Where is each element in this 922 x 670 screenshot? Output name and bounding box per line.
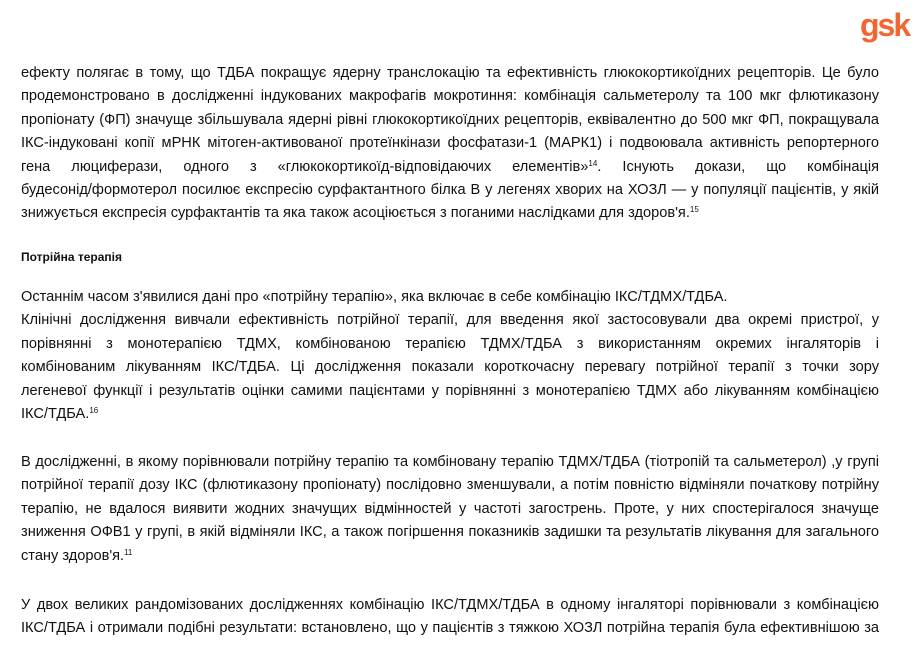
text-segment: гена люциферази, одного з «глюкокортикоїд-відповідаючих елементів» [21, 158, 589, 175]
text-line [21, 156, 879, 179]
text-line [21, 545, 879, 568]
gsk-logo [858, 2, 916, 48]
text-segment: знижується експресія сурфактантів та яка також асоціюється з поганими наслідками для здоров'я. [21, 205, 690, 222]
text-line: ІКС/ТДБА і отримали подібні результати: встановлено, що у пацієнтів з тяжкою ХОЗЛ потрійна терапія була ефективнішою за [21, 620, 879, 637]
gsk-logo-text: gsk [860, 7, 910, 43]
paragraph-glucocorticoid-receptors [21, 62, 879, 226]
text-line: легеневої функції і результатів оцінки самими пацієнтами у порівнянні з монотерапією ТДМХ або лікуванням комбінацією [21, 382, 879, 399]
text-line: Останнім часом з'явилися дані про «потрійну терапію», яка включає в себе комбінацію ІКС/ТДМХ/ТДБА. [21, 289, 728, 305]
text-line: продемонстровано в дослідженні індукованих макрофагів мокротиння: комбінація сальметеролу та 100 мкг флютиказону [21, 88, 879, 105]
text-segment: . Існують докази, що комбінація [597, 158, 879, 175]
text-segment: стану здоров'я. [21, 547, 125, 564]
text-line: терапію, не вдалося виявити жодних значущих відмінностей у частоті загострень. Проте, у них спостерігалося значуще [21, 500, 879, 517]
section-heading-triple-therapy: Потрійна терапія [21, 250, 122, 264]
text-line: порівнянні з монотерапією ТДМХ, комбінованою терапією ТДМХ/ТДБА з використанням окремих інгаляторів і [21, 335, 879, 352]
text-line: У двох великих рандомізованих дослідженнях комбінацію ІКС/ТДМХ/ТДБА в одному інгаляторі порівнювали з комбінацією [21, 597, 879, 613]
paragraph-single-inhaler-trials [21, 594, 879, 641]
text-line: ІКС-індуковані копії мРНК мітоген-активованої протеїнкінази фосфатази-1 (МАРК1) і подвоювала активність репортерного [21, 135, 879, 152]
text-line [21, 202, 879, 225]
paragraph-ics-withdrawal [21, 451, 879, 568]
text-line: пропіонату (ФП) значуще збільшувала ядерні рівні глюкокортикоїдних рецепторів, еквівалентно до 500 мкг ФП, покращувала [21, 111, 879, 128]
text-line: В дослідженні, в якому порівнювали потрійну терапію та комбіновану терапію ТДМХ/ТДБА (тіотропій та сальметерол) ,у групі [21, 454, 879, 470]
text-segment: ІКС/ТДБА. [21, 406, 90, 423]
text-line: будесонід/формотерол посилює експресію сурфактантного білка B у легенях хворих на ХОЗЛ — у популяції пацієнтів, у якій [21, 182, 879, 199]
reference-15: 15 [689, 205, 699, 215]
reference-11: 11 [124, 547, 133, 557]
paragraph-triple-therapy [21, 286, 879, 426]
text-line: комбінованим лікуванням ІКС/ТДБА. Ці дослідження показали короткочасну перевагу потрійної терапії з точки зору [21, 359, 879, 376]
text-line: зниження ОФВ1 у групі, в якій відміняли ІКС, а також погіршення показників задишки та результатів лікування для загального [21, 524, 879, 541]
text-line: потрійної терапії дозу ІКС (флютиказону пропіонату) послідовно зменшували, а потім повністю відміняли початкову потрійну [21, 477, 879, 494]
reference-14: 14 [588, 158, 598, 168]
text-line: ефекту полягає в тому, що ТДБА покращує ядерну транслокацію та ефективність глюкокортикоїдних рецепторів. Це було [21, 65, 879, 81]
text-line: Клінічні дослідження вивчали ефективність потрійної терапії, для введення якої застосовували два окремі пристрої, у [21, 312, 879, 329]
reference-16: 16 [89, 406, 99, 416]
text-line [21, 403, 879, 426]
